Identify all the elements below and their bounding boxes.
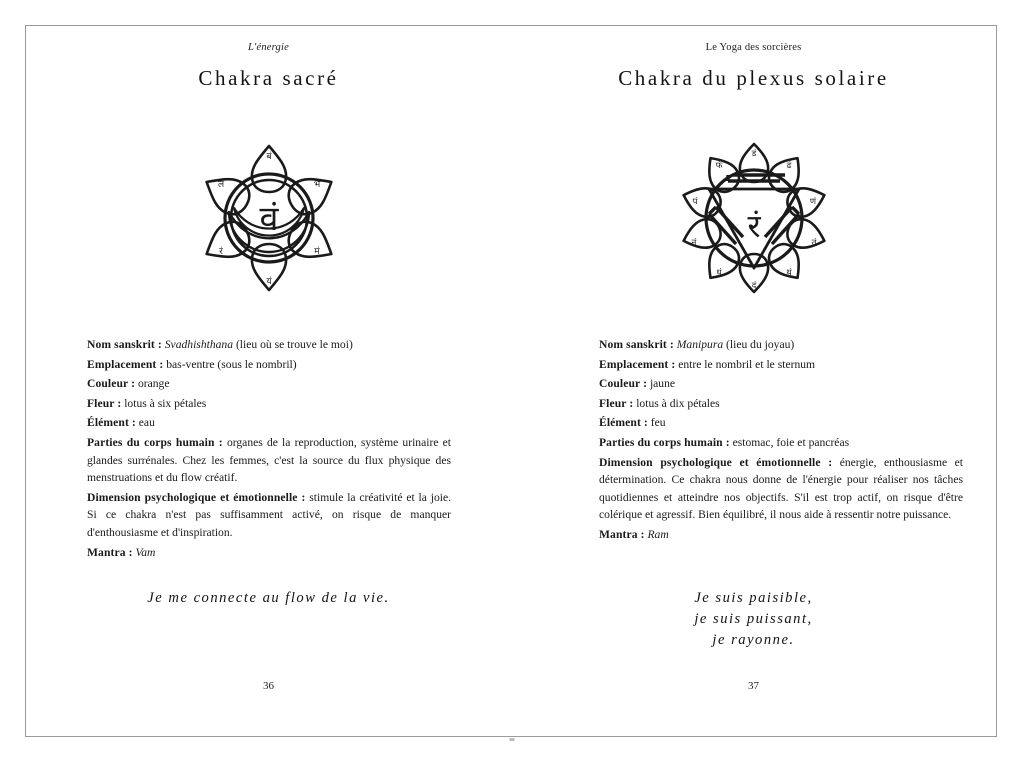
entry-text: eau bbox=[138, 416, 155, 430]
entry-label: Couleur : bbox=[599, 377, 648, 391]
petal-syllable: यं bbox=[265, 277, 272, 287]
entry-text: orange bbox=[137, 377, 170, 391]
entry-text: lotus à six pétales bbox=[124, 396, 207, 410]
entry-italic: Vam bbox=[135, 545, 156, 559]
right-page bbox=[511, 26, 996, 736]
svadhishthana-chakra-symbol bbox=[26, 134, 511, 302]
book-spread bbox=[25, 25, 997, 737]
entry-label: Fleur : bbox=[599, 396, 634, 410]
entry-parties-du-corps bbox=[87, 434, 451, 487]
entry-element bbox=[87, 414, 451, 432]
petal-syllable: पं bbox=[692, 197, 697, 207]
entry-fleur bbox=[599, 395, 963, 413]
entry-text: organes de la reproduction, système urinaire et glandes surrénales. Chez les femmes, c'est la source du flux physique des menstruations et du flow créatif. bbox=[87, 435, 451, 485]
running-head-left: L'énergie bbox=[248, 42, 289, 53]
entry-text: entre le nombril et le sternum bbox=[678, 357, 816, 371]
entry-nom-sanskrit bbox=[599, 336, 963, 354]
petal-syllable: तं bbox=[811, 238, 816, 248]
entry-mantra bbox=[87, 544, 451, 562]
entry-label: Parties du corps humain : bbox=[87, 435, 223, 449]
entry-text: (lieu du joyau) bbox=[726, 338, 795, 351]
right-page-entries bbox=[599, 336, 963, 546]
left-page-entries bbox=[87, 336, 451, 563]
affirmation-line: je rayonne. bbox=[712, 632, 795, 648]
folio-right: 37 bbox=[748, 680, 759, 692]
left-page bbox=[26, 26, 511, 736]
entry-text: stimule la créativité et la joie. Si ce chakra n'est pas suffisamment activé, on risque de manquer d'enthousiasme et d'inspiration. bbox=[87, 490, 452, 539]
entry-dimension-psychologique bbox=[599, 454, 963, 524]
entry-label: Emplacement : bbox=[599, 357, 676, 371]
affirmation-left bbox=[26, 588, 511, 609]
entry-mantra bbox=[599, 526, 963, 544]
affirmation-line: je suis puissant, bbox=[694, 611, 813, 627]
petal-syllable: फं bbox=[715, 161, 722, 171]
entry-emplacement bbox=[87, 356, 451, 374]
entry-emplacement bbox=[599, 356, 963, 374]
folio-left: 36 bbox=[263, 680, 274, 692]
entry-italic: Manipura bbox=[676, 338, 724, 351]
petal-syllable: दं bbox=[751, 281, 756, 291]
page-title-left: Chakra sacré bbox=[198, 66, 339, 90]
affirmation-line: Je suis paisible, bbox=[694, 590, 813, 606]
entry-text: (lieu où se trouve le moi) bbox=[235, 338, 353, 351]
entry-text: feu bbox=[650, 416, 666, 430]
petal-syllable: ढं bbox=[786, 161, 791, 171]
entry-label: Dimension psychologique et émotionnelle : bbox=[599, 455, 833, 469]
entry-couleur bbox=[599, 375, 963, 393]
entry-label: Parties du corps humain : bbox=[599, 435, 730, 449]
entry-parties-du-corps bbox=[599, 434, 963, 452]
petal-syllable: मं bbox=[313, 247, 320, 257]
entry-dimension-psychologique bbox=[87, 489, 451, 542]
manipura-svg bbox=[671, 134, 837, 302]
entry-nom-sanskrit bbox=[87, 336, 451, 354]
bija-glyph: रं bbox=[746, 207, 761, 245]
affirmation-line: Je me connecte au flow de la vie. bbox=[147, 590, 390, 606]
entry-label: Nom sanskrit : bbox=[599, 338, 674, 351]
manipura-chakra-symbol bbox=[511, 134, 996, 302]
entry-fleur bbox=[87, 395, 451, 413]
petal-syllable: बं bbox=[265, 152, 272, 162]
petal-syllable: लं bbox=[217, 180, 224, 190]
petal-syllable: डं bbox=[751, 149, 756, 159]
entry-italic: Ram bbox=[647, 527, 669, 541]
entry-label: Élément : bbox=[87, 416, 136, 430]
petal-syllable: धं bbox=[715, 268, 722, 278]
entry-italic: Svadhishthana bbox=[164, 338, 234, 351]
running-head-right: Le Yoga des sorcières bbox=[705, 42, 802, 53]
entry-text: lotus à dix pétales bbox=[636, 396, 720, 410]
entry-label: Couleur : bbox=[87, 377, 136, 391]
petal-syllable: थं bbox=[785, 268, 792, 278]
affirmation-right bbox=[511, 588, 996, 651]
entry-text: estomac, foie et pancréas bbox=[732, 435, 850, 449]
binding-mark bbox=[510, 738, 515, 741]
entry-text: énergie, enthousiasme et détermination. Ce chakra nous donne de l'énergie pour réaliser nos tâches quotidiennes et atteindre nos objectifs. S'il est trop actif, on risque d'être colérique et agressif. Bien équilibré, il nous aide à ressentir notre puissance. bbox=[599, 455, 964, 522]
entry-label: Élément : bbox=[599, 416, 648, 430]
petal-syllable: नं bbox=[691, 238, 696, 248]
entry-label: Fleur : bbox=[87, 396, 122, 410]
entry-label: Mantra : bbox=[87, 545, 133, 559]
petal-syllable: णं bbox=[809, 197, 816, 207]
entry-couleur bbox=[87, 375, 451, 393]
entry-label: Nom sanskrit : bbox=[87, 338, 162, 351]
bija-glyph: वं bbox=[259, 199, 278, 239]
entry-label: Emplacement : bbox=[87, 357, 164, 371]
entry-text: bas-ventre (sous le nombril) bbox=[166, 357, 297, 371]
page-title-right: Chakra du plexus solaire bbox=[618, 66, 889, 90]
entry-label: Dimension psychologique et émotionnelle : bbox=[87, 490, 306, 504]
petal-syllable: भं bbox=[313, 180, 320, 190]
entry-text: jaune bbox=[649, 377, 676, 391]
entry-label: Mantra : bbox=[599, 527, 645, 541]
svadhishthana-svg bbox=[189, 134, 349, 302]
petal-syllable: रं bbox=[218, 247, 223, 257]
entry-element bbox=[599, 414, 963, 432]
